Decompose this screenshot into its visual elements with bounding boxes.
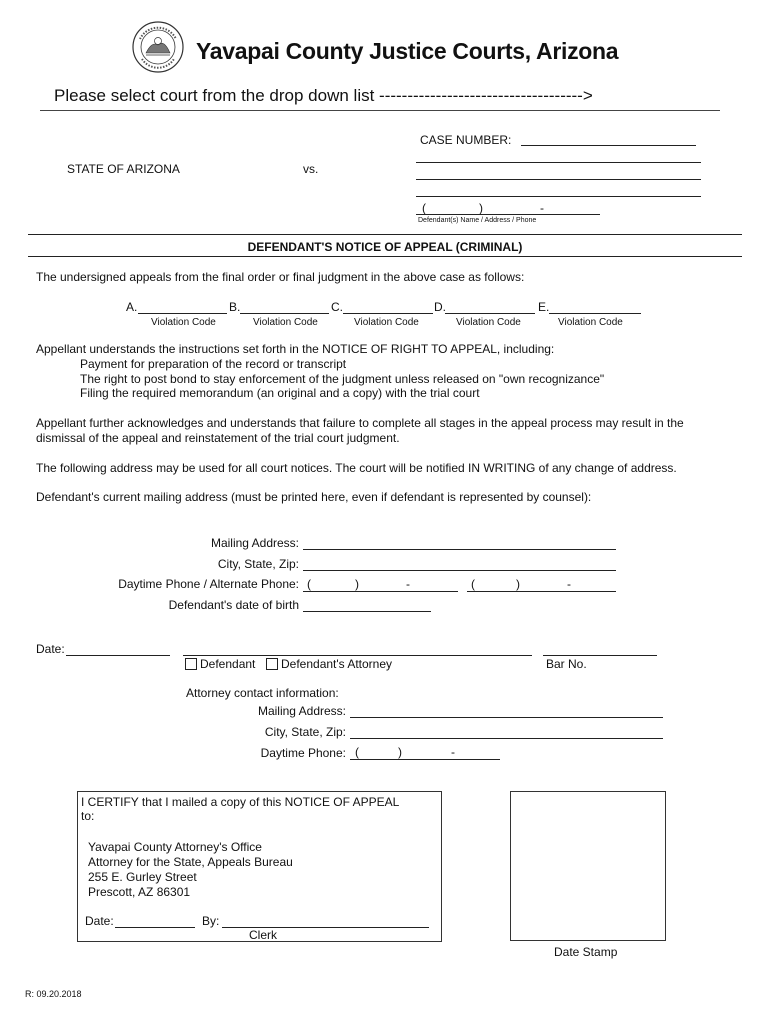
violation-field-b[interactable] (240, 313, 329, 314)
attorney-city-field[interactable] (350, 738, 663, 739)
violation-field-a[interactable] (138, 313, 227, 314)
phone-dash: - (567, 577, 571, 591)
attorney-mailing-field[interactable] (350, 717, 663, 718)
violation-letter-b: B. (229, 300, 241, 314)
phone-close-paren: ) (398, 745, 402, 759)
clerk-label: Clerk (249, 928, 278, 942)
date-label: Date: (36, 642, 65, 656)
defendant-address-field-2[interactable] (416, 196, 701, 197)
form-title: DEFENDANT'S NOTICE OF APPEAL (CRIMINAL) (247, 240, 523, 254)
defendant-option-label: Defendant (200, 657, 256, 671)
attorney-heading: Attorney contact information: (186, 686, 339, 700)
attorney-city-label: City, State, Zip: (264, 725, 346, 739)
defendant-address-field[interactable] (416, 179, 701, 180)
certify-address-line: 255 E. Gurley Street (88, 870, 197, 884)
date-stamp-box (510, 791, 666, 941)
header-divider (40, 110, 720, 111)
phone-dash: - (406, 577, 410, 591)
certify-line2: to: (81, 809, 95, 823)
attorney-checkbox[interactable] (266, 657, 392, 672)
versus-text: vs. (303, 162, 319, 176)
date-stamp-label: Date Stamp (554, 945, 618, 959)
understands-item: Payment for preparation of the record or transcript (80, 357, 347, 371)
violation-caption-a: Violation Code (151, 317, 216, 328)
certify-address-line: Prescott, AZ 86301 (88, 885, 191, 899)
violation-field-e[interactable] (549, 313, 641, 314)
intro-text: The undersigned appeals from the final order or final judgment in the above case as follows: (36, 270, 525, 284)
violation-caption-c: Violation Code (354, 317, 419, 328)
dob-label: Defendant's date of birth (168, 598, 299, 612)
certify-date-field[interactable] (115, 927, 195, 928)
understands-lead: Appellant understands the instructions set forth in the NOTICE OF RIGHT TO APPEAL, including: (36, 342, 555, 356)
violation-caption-b: Violation Code (253, 317, 318, 328)
certify-line1: I CERTIFY that I mailed a copy of this NOTICE OF APPEAL (81, 795, 400, 809)
title-bottom-rule (28, 256, 742, 257)
certify-address-line: Yavapai County Attorney's Office (88, 840, 262, 854)
case-number-field[interactable] (521, 145, 696, 146)
attorney-phone-field[interactable] (350, 759, 500, 760)
daytime-phone-field[interactable] (303, 591, 458, 592)
violation-letter-d: D. (434, 300, 446, 314)
checkbox-icon[interactable] (266, 658, 278, 670)
phone-open-paren: ( (307, 577, 311, 591)
acknowledges-text-line2: dismissal of the appeal and reinstatement of the trial court judgment. (36, 431, 400, 445)
violation-field-c[interactable] (343, 313, 433, 314)
violation-caption-e: Violation Code (558, 317, 623, 328)
attorney-phone-label: Daytime Phone: (260, 746, 346, 760)
bar-number-field[interactable] (543, 655, 657, 656)
violation-letter-a: A. (126, 300, 138, 314)
dob-field[interactable] (303, 611, 431, 612)
page-title: Yavapai County Justice Courts, Arizona (196, 38, 619, 64)
defendant-checkbox[interactable] (185, 657, 255, 672)
phone-close-paren: ) (355, 577, 359, 591)
county-seal-logo (132, 21, 184, 73)
certify-date-label: Date: (85, 914, 114, 928)
city-state-zip-label: City, State, Zip: (217, 557, 299, 571)
case-number-label: CASE NUMBER: (420, 133, 512, 147)
phone-open-paren: ( (355, 745, 359, 759)
acknowledges-text-line1: Appellant further acknowledges and understands that failure to complete all stages in the appeal process may result in the (36, 416, 684, 430)
phone-dash: - (451, 745, 455, 759)
phone-open-paren: ( (471, 577, 475, 591)
address-notice-text: The following address may be used for all court notices. The court will be notified IN WRITING of any change of address. (36, 461, 677, 475)
date-field[interactable] (66, 655, 170, 656)
attorney-mailing-label: Mailing Address: (257, 704, 346, 718)
phone-close-paren: ) (516, 577, 520, 591)
understands-item: The right to post bond to stay enforcement of the judgment unless released on "own recognizance" (80, 372, 605, 386)
bar-no-label: Bar No. (546, 657, 587, 671)
title-top-rule (28, 234, 742, 235)
plaintiff-name: STATE OF ARIZONA (67, 162, 180, 176)
checkbox-icon[interactable] (185, 658, 197, 670)
city-state-zip-field[interactable] (303, 570, 616, 571)
mailing-address-field[interactable] (303, 549, 616, 550)
phone-open-paren: ( (422, 201, 426, 215)
mailing-address-label: Mailing Address: (210, 536, 299, 550)
daytime-phone-label: Daytime Phone / Alternate Phone: (118, 577, 299, 591)
revision-text: R: 09.20.2018 (25, 989, 82, 999)
mailing-prompt-text: Defendant's current mailing address (must be printed here, even if defendant is represented by counsel): (36, 490, 592, 504)
defendant-phone-field[interactable] (416, 214, 600, 215)
signature-field[interactable] (183, 655, 532, 656)
alternate-phone-field[interactable] (467, 591, 616, 592)
phone-close-paren: ) (479, 201, 483, 215)
violation-caption-d: Violation Code (456, 317, 521, 328)
certify-address-line: Attorney for the State, Appeals Bureau (88, 855, 293, 869)
defendant-caption: Defendant(s) Name / Address / Phone (418, 217, 537, 224)
defendant-name-field[interactable] (416, 162, 701, 163)
violation-field-d[interactable] (445, 313, 535, 314)
understands-item: Filing the required memorandum (an original and a copy) with the trial court (80, 386, 480, 400)
violation-letter-c: C. (331, 300, 343, 314)
phone-dash: - (540, 201, 544, 215)
attorney-option-label: Defendant's Attorney (281, 657, 393, 671)
certify-by-label: By: (202, 914, 220, 928)
court-select-dropdown[interactable]: Please select court from the drop down list ------------------------------------> (54, 86, 593, 105)
violation-letter-e: E. (538, 300, 550, 314)
